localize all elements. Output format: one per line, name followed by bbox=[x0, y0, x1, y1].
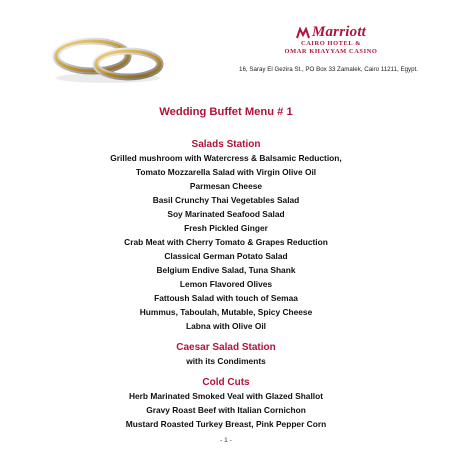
hotel-name-line-2: OMAR KHAYYAM CASINO bbox=[284, 48, 378, 55]
menu-item: Labna with Olive Oil bbox=[185, 321, 267, 331]
menu-item: Grilled mushroom with Watercress & Balsamic Reduction, bbox=[110, 153, 342, 163]
menu-item: Tomato Mozzarella Salad with Virgin Olive Oil bbox=[135, 167, 317, 177]
menu-item: Gravy Roast Beef with Italian Cornichon bbox=[146, 405, 306, 415]
menu-item: Mustard Roasted Turkey Breast, Pink Pepper Corn bbox=[125, 419, 327, 429]
hotel-address: 16, Saray El Gezira St., PO Box 33 Zamalek, Cairo 11211, Egypt. bbox=[239, 66, 418, 73]
menu-item: Classical German Potato Salad bbox=[164, 251, 288, 261]
section-title-caesar: Caesar Salad Station bbox=[176, 342, 276, 353]
menu-item: Lemon Flavored Olives bbox=[179, 279, 273, 289]
menu-item: Basil Crunchy Thai Vegetables Salad bbox=[152, 195, 300, 205]
marriott-logo-mark bbox=[296, 27, 310, 39]
menu-item: Parmesan Cheese bbox=[189, 181, 263, 191]
menu-item: Fresh Pickled Ginger bbox=[184, 223, 268, 233]
menu-item: Hummus, Taboulah, Mutable, Spicy Cheese bbox=[139, 307, 313, 317]
menu-item: Crab Meat with Cherry Tomato & Grapes Reduction bbox=[124, 237, 328, 247]
brand-name: Marriott bbox=[311, 24, 367, 40]
menu-item: Soy Marinated Seafood Salad bbox=[167, 209, 285, 219]
menu-item: Herb Marinated Smoked Veal with Glazed Shallot bbox=[128, 391, 324, 401]
menu-item: Belgium Endive Salad, Tuna Shank bbox=[156, 265, 296, 275]
hotel-name-line-1: CAIRO HOTEL & bbox=[301, 40, 361, 47]
page-number: - 1 - bbox=[220, 437, 232, 444]
wedding-rings-image bbox=[50, 30, 168, 88]
section-title-salads: Salads Station bbox=[191, 139, 261, 150]
hotel-logo bbox=[266, 25, 396, 56]
section-title-cold-cuts: Cold Cuts bbox=[202, 377, 250, 388]
menu-item: with its Condiments bbox=[186, 356, 266, 366]
menu-title: Wedding Buffet Menu # 1 bbox=[159, 106, 293, 118]
menu-item: Fattoush Salad with touch of Semaa bbox=[154, 293, 298, 303]
